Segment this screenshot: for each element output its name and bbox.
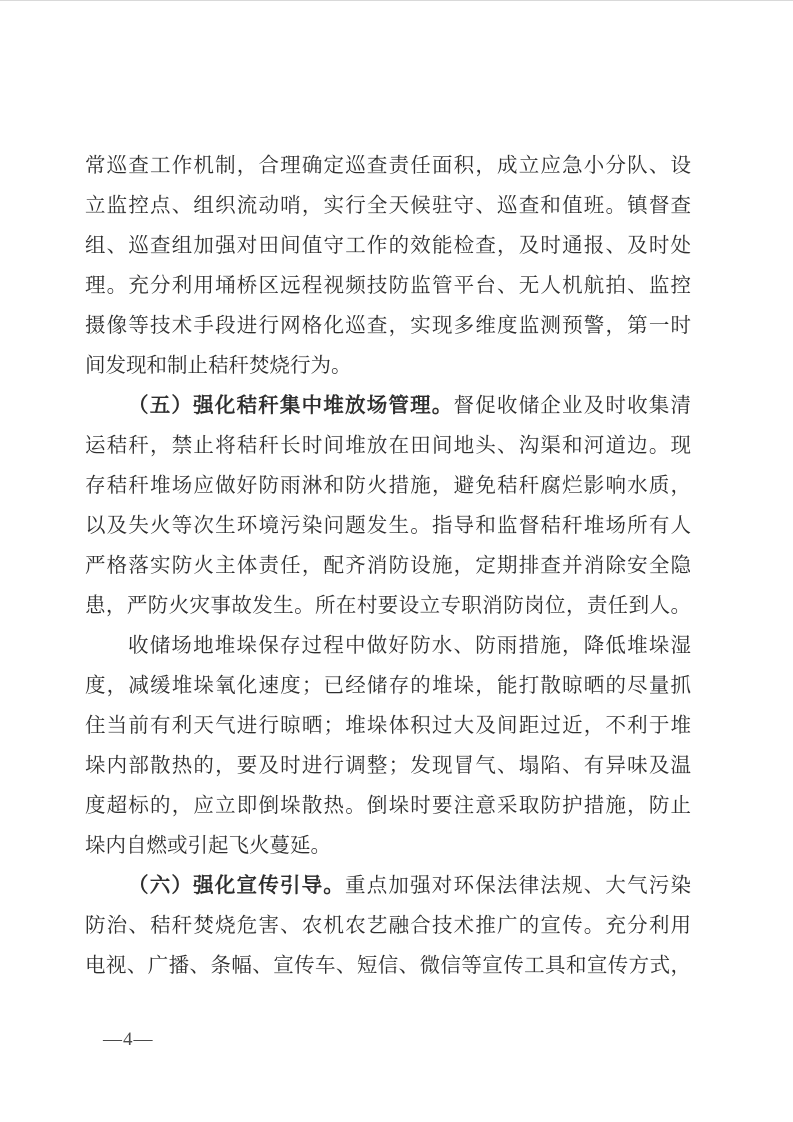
text-line	[85, 666, 691, 706]
text-line	[85, 306, 691, 346]
document-body	[85, 146, 691, 986]
line-text: 垛内部散热的，要及时进行调整；发现冒气、塌陷、有异味及温	[85, 755, 691, 777]
text-line	[85, 906, 691, 946]
text-line	[85, 386, 691, 426]
line-text: 重点加强对环保法律法规、大气污染	[345, 875, 691, 897]
line-text: 理。充分利用埇桥区远程视频技防监管平台、无人机航拍、监控	[85, 275, 691, 297]
text-line	[85, 546, 691, 586]
text-line	[85, 266, 691, 306]
line-text: 电视、广播、条幅、宣传车、短信、微信等宣传工具和宣传方式，	[85, 955, 691, 977]
line-text: 防治、秸秆焚烧危害、农机农艺融合技术推广的宣传。充分利用	[85, 915, 691, 937]
page-number: —4—	[103, 1029, 154, 1050]
text-line	[85, 746, 691, 786]
text-line	[85, 946, 691, 986]
line-text: 住当前有利天气进行晾晒；堆垛体积过大及间距过近，不利于堆	[85, 715, 691, 737]
line-text: 常巡查工作机制，合理确定巡查责任面积，成立应急小分队、设	[85, 155, 691, 177]
line-text: 督促收储企业及时收集清	[453, 395, 691, 417]
text-line	[85, 426, 691, 466]
text-line	[85, 586, 691, 626]
text-line	[85, 866, 691, 906]
line-text: 垛内自燃或引起飞火蔓延。	[85, 835, 331, 857]
line-text: 收储场地堆垛保存过程中做好防水、防雨措施，降低堆垛湿	[128, 635, 691, 657]
text-line	[85, 346, 691, 386]
line-text: 摄像等技术手段进行网格化巡查，实现多维度监测预警，第一时	[85, 315, 691, 337]
text-line	[85, 626, 691, 666]
text-line	[85, 146, 691, 186]
text-line	[85, 186, 691, 226]
text-line	[85, 826, 691, 866]
text-line	[85, 786, 691, 826]
text-line	[85, 506, 691, 546]
text-line	[85, 226, 691, 266]
text-line	[85, 706, 691, 746]
section-heading-lead: （五）强化秸秆集中堆放场管理。	[128, 395, 454, 417]
line-text: 严格落实防火主体责任，配齐消防设施，定期排查并消除安全隐	[85, 555, 691, 577]
line-text: 组、巡查组加强对田间值守工作的效能检查，及时通报、及时处	[85, 235, 691, 257]
line-text: 运秸秆，禁止将秸秆长时间堆放在田间地头、沟渠和河道边。现	[85, 435, 691, 457]
line-text: 度，减缓堆垛氧化速度；已经储存的堆垛，能打散晾晒的尽量抓	[85, 675, 691, 697]
line-text: 立监控点、组织流动哨，实行全天候驻守、巡查和值班。镇督查	[85, 195, 691, 217]
text-line	[85, 466, 691, 506]
line-text: 患，严防火灾事故发生。所在村要设立专职消防岗位，责任到人。	[85, 595, 691, 617]
section-heading-lead: （六）强化宣传引导。	[128, 875, 345, 897]
line-text: 度超标的，应立即倒垛散热。倒垛时要注意采取防护措施，防止	[85, 795, 691, 817]
line-text: 以及失火等次生环境污染问题发生。指导和监督秸秆堆场所有人	[85, 515, 691, 537]
line-text: 存秸秆堆场应做好防雨淋和防火措施，避免秸秆腐烂影响水质，	[85, 475, 691, 497]
line-text: 间发现和制止秸秆焚烧行为。	[85, 355, 352, 377]
